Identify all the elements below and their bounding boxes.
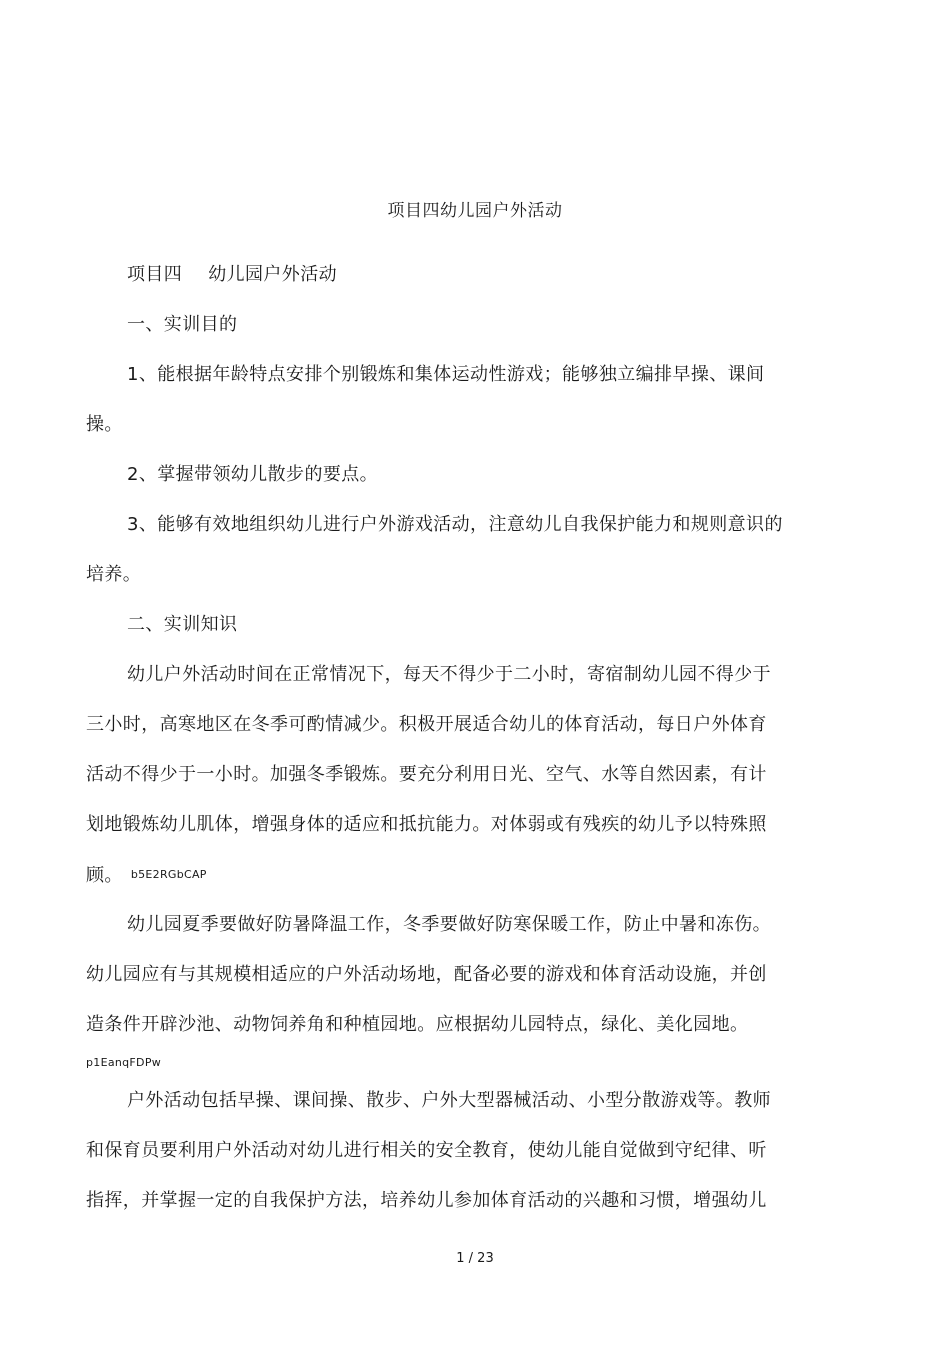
paragraph-2-line-3: 造条件开辟沙池、动物饲养角和种植园地。应根据幼儿园特点，绿化、美化园地。 (86, 1014, 749, 1035)
project-heading (86, 250, 804, 300)
page-number: 1 / 23 (456, 1251, 494, 1266)
paragraph-2-code: p1EanqFDPw (86, 1056, 162, 1069)
paragraph-1-line-3: 活动不得少于一小时。加强冬季锻炼。要充分利用日光、空气、水等自然因素，有计 (86, 764, 767, 785)
paragraph-2-line-1: 幼儿园夏季要做好防暑降温工作，冬季要做好防寒保暖工作，防止中暑和冻伤。 (127, 914, 771, 935)
paragraph-3-line-2: 和保育员要利用户外活动对幼儿进行相关的安全教育，使幼儿能自觉做到守纪律、听 (86, 1140, 767, 1161)
paragraph-1-line-5 (86, 850, 804, 900)
section-heading-goals: 一、实训目的 (127, 314, 238, 335)
goal-1-line-2: 操。 (86, 414, 123, 435)
paragraph-2-line-2: 幼儿园应有与其规模相适应的户外活动场地，配备必要的游戏和体育活动设施，并创 (86, 964, 767, 985)
goal-2: 2、掌握带领幼儿散步的要点。 (127, 464, 379, 485)
document-title: 项目四幼儿园户外活动 (387, 201, 563, 221)
paragraph-1-line-5-text: 顾。 (86, 865, 123, 886)
project-heading-text: 幼儿园户外活动 (208, 264, 338, 285)
paragraph-1-line-2: 三小时，高寒地区在冬季可酌情减少。积极开展适合幼儿的体育活动，每日户外体育 (86, 714, 767, 735)
section-heading-knowledge: 二、实训知识 (127, 614, 238, 635)
paragraph-1-line-1: 幼儿户外活动时间在正常情况下，每天不得少于二小时，寄宿制幼儿园不得少于 (127, 664, 771, 685)
goal-3-line-2: 培养。 (86, 564, 142, 585)
paragraph-1-code: b5E2RGbCAP (130, 868, 207, 881)
paragraph-1-line-4: 划地锻炼幼儿肌体，增强身体的适应和抵抗能力。对体弱或有残疾的幼儿予以特殊照 (86, 814, 767, 835)
paragraph-3-line-1: 户外活动包括早操、课间操、散步、户外大型器械活动、小型分散游戏等。教师 (127, 1090, 771, 1111)
document-body (86, 250, 804, 1226)
goal-3-line-1: 3、能够有效地组织幼儿进行户外游戏活动，注意幼儿自我保护能力和规则意识的 (127, 514, 783, 535)
goal-1-line-1: 1、能根据年龄特点安排个别锻炼和集体运动性游戏；能够独立编排早操、课间 (127, 364, 765, 385)
paragraph-3-line-3: 指挥，并掌握一定的自我保护方法，培养幼儿参加体育活动的兴趣和习惯，增强幼儿 (86, 1190, 767, 1211)
project-heading-number: 项目四 (127, 264, 183, 285)
